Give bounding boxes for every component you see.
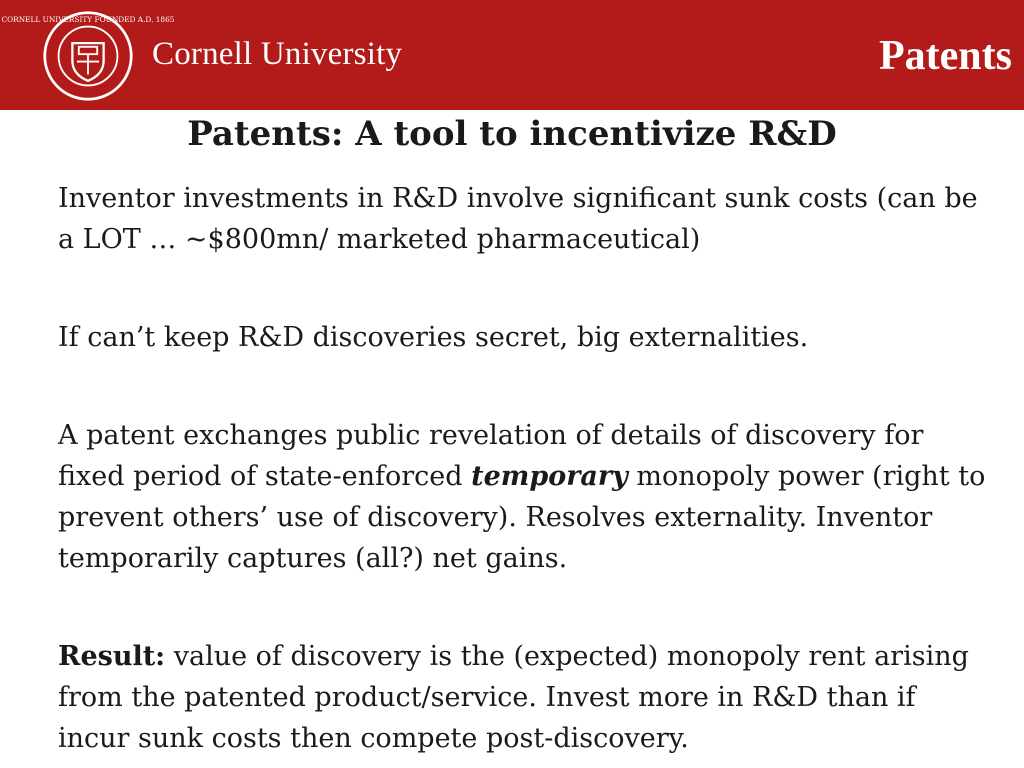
section-title: Patents (879, 33, 1012, 79)
university-wordmark: Cornell University (152, 36, 403, 72)
slide-title: Patents: A tool to incentivize R&D (187, 114, 837, 154)
paragraph-patent-exchange (58, 415, 988, 579)
header-bar (0, 0, 1024, 110)
result-label: Result: (58, 641, 166, 672)
paragraph-result (58, 636, 988, 759)
result-text: value of discovery is the (expected) monopoly rent arising from the patented product/service. Invest more in R&D than if incur sunk costs then compete post-discovery. (58, 641, 969, 754)
paragraph-sunk-costs: Inventor investments in R&D involve significant sunk costs (can be a LOT … ~$800mn/ marketed pharmaceutical) (58, 183, 978, 255)
paragraph-externalities: If can’t keep R&D discoveries secret, big externalities. (58, 322, 809, 353)
seal-ring-text: CORNELL UNIVERSITY FOUNDED A.D. 1865 (1, 14, 175, 24)
slide-body (58, 178, 988, 759)
patent-exchange-text-start: A patent exchanges public revelation of details of discovery for fixed period of state-enforced (58, 420, 924, 492)
emphasis-temporary: temporary (471, 461, 628, 492)
patent-exchange-text-end: monopoly power (right to prevent others’ use of discovery). Resolves externality. Inventor temporarily captures (all?) net gains. (58, 461, 986, 574)
cornell-seal-icon (1, 10, 175, 102)
